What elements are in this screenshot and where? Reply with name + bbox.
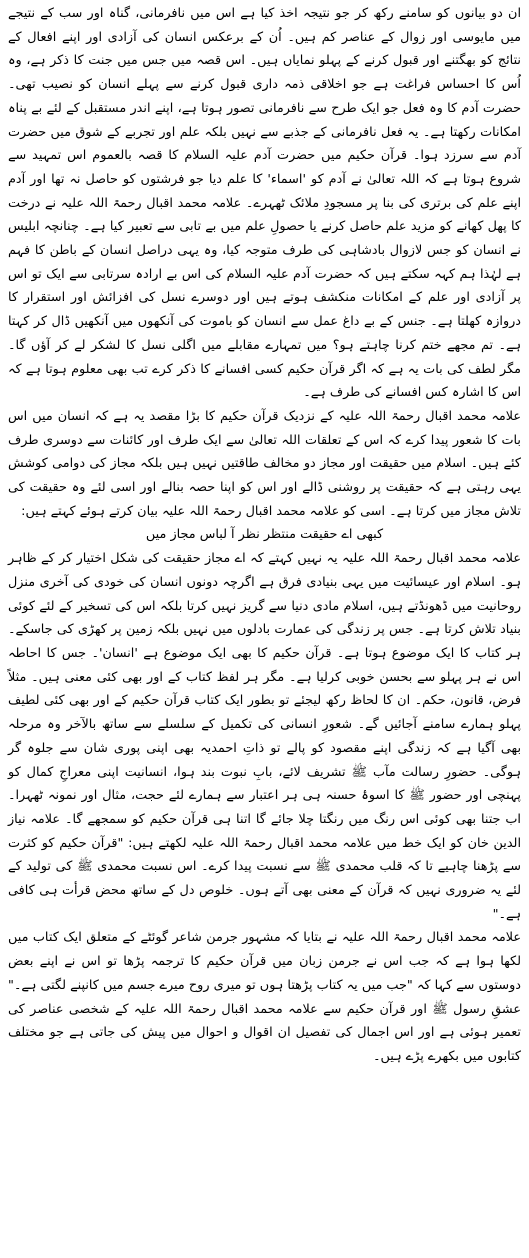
- verse-line: کبھی اے حقیقت منتظر نظر آ لباس مجاز میں: [145, 527, 384, 543]
- paragraph-1: ان دو بیانوں کو سامنے رکھ کر جو نتیجہ اخذ کیا ہے اس میں نافرمانی، گناہ اور سب کے نتیجے میں مایوسی اور زوال کے عناصر کم ہیں۔ اُن کے برعکس انسان کی آزادی اور اپنے افعال کے نتائج کو بھگتنے اور قبول کرنے کے پہلو نمایاں ہیں۔ اس قصہ میں جس میں جنت کا ذکر ہے، وہ اُس کا احساس فراغت ہے جو اخلاقی ذمہ داری قبول کرنے سے پہلے انسان کو نصیب تھی۔ حضرت آدم کا وہ فعل جو ایک طرح سے نافرمانی تصور ہوتا ہے، اپنے اندر مستقبل کے لئے بے پناہ امکانات رکھتا ہے۔ یہ فعل نافرمانی کے جذبے سے نہیں بلکہ علم اور تجربے کے شوق میں حضرت آدم سے سرزد ہوا۔ قرآن حکیم میں حضرت آدم علیہ السلام کا قصہ بالعموم اس تمہید سے شروع ہوتا ہے کہ اللہ تعالیٰ نے آدم کو 'اسماء' کا علم دیا جو فرشتوں کو حاصل نہ تھا اور آدم اپنے علم کی برتری کی بنا پر مسجودِ ملائک ٹھہرے۔ علامہ محمد اقبال رحمۃ اللہ علیہ نے درخت کا پھل کھانے کو مزید علم حاصل کرنے یا حصولِ علم میں بے تابی سے تعبیر کیا ہے۔ چنانچہ ابلیس نے انسان کو جس لازوال بادشاہی کی طرف متوجہ کیا، وہ یہی دراصل انسان کے باطن کا فہم ہے لہٰذا ہم کہہ سکتے ہیں کہ حضرت آدم علیہ السلام کی اس بے ارادہ سرتابی سے ایک تو اس پر آزادی اور علم کے امکانات منکشف ہوتے ہیں اور دوسرے نسل کی افزائش اور استقرار کا دروازہ کھلتا ہے۔ جنس کے بے داغ عمل سے انسان کو باموت کی آنکھوں میں آنکھیں ڈال کر کہتا ہے۔ تم مجھے ختم کرنا چاہتے ہو؟ میں تمہارے مقابلے میں اگلی نسل کا لشکر لے کر آؤں گا۔ مگر لطف کی بات یہ ہے کہ اگر قرآن حکیم کسی افسانے کا ذکر کرے تب بھی معلوم ہوتا ہے کہ اس کا اشارہ کس افسانے کی طرف ہے۔: [8, 6, 521, 401]
- paragraph-3: علامہ محمد اقبال رحمۃ اللہ علیہ یہ نہیں کہتے کہ اے مجاز حقیقت کی شکل اختیار کر کے ظاہر ہو۔ اسلام اور عیسائیت میں یہی بنیادی فرق ہے اگرچہ دونوں انسان کی خودی کی آخری منزل روحانیت میں ڈھونڈتے ہیں، اسلام مادی دنیا سے گریز نہیں کرتا بلکہ اس کی تسخیر کے لئے کوئی بنیاد تلاش کرتا ہے۔ جس پر زندگی کی عمارت بادلوں میں نہیں بلکہ زمین پر کھڑی کی جاسکے۔ ہر کتاب کا ایک موضوع ہوتا ہے۔ قرآن حکیم کا بھی ایک موضوع ہے 'انسان'۔ جس کا احاطہ اس نے ہر پہلو سے بحسن خوبی کرلیا ہے۔ مگر ہر لفظ کتاب کے اور بھی کئی معنی ہیں۔ مثلاً فرض، قانون، حکم۔ ان کا لحاظ رکھ لیجئے تو بطور ایک کتاب قرآن حکیم کے اور بھی کئی لطیف پہلو ہمارے سامنے آجائیں گے۔ شعورِ انسانی کی تکمیل کے سلسلے سے ساتھ بالآخر وہ مرحلہ بھی آگیا ہے کہ زندگی اپنے مقصود کو پالے تو ذاتِ احمدیہ بھی اپنی پوری شان سے جلوہ گر ہوگی۔ حضورِ رسالت مآب ﷺ تشریف لائے، بابِ نبوت بند ہوا، انسانیت اپنی معراجِ کمال کو پہنچی اور حضور ﷺ کا اسوۂ حسنہ ہی ہر اعتبار سے ہمارے لئے حجت، مثال اور نمونہ ٹھہرا۔ اب جتنا بھی کوئی اس رنگ میں رنگتا چلا جائے گا اتنا ہی قرآن حکیم کو سمجھے گا۔ علامہ نیاز الدین خان کو ایک خط میں علامہ محمد اقبال رحمۃ اللہ علیہ لکھتے ہیں: "قرآن حکیم کو کثرت سے پڑھنا چاہیے تا کہ قلب محمدی ﷺ سے نسبت پیدا کرے۔ اس نسبت محمدی ﷺ کی تولید کے لئے یہ ضروری نہیں کہ قرآن کے معنی بھی آتے ہوں۔ خلوص دل کے ساتھ محض قرأت ہی کافی ہے۔": [8, 551, 521, 922]
- paragraph-4: علامہ محمد اقبال رحمۃ اللہ علیہ نے بتایا کہ مشہور جرمن شاعر گوئٹے کے متعلق ایک کتاب میں لکھا ہوا ہے کہ جب اس نے جرمن زبان میں قرآن حکیم کا ترجمہ پڑھا تو اس نے اپنے بعض دوستوں سے کہا کہ "جب میں یہ کتاب پڑھتا ہوں تو میری روح میرے جسم میں کانپنے لگتی ہے۔" عشقِ رسول ﷺ اور قرآن حکیم سے علامہ محمد اقبال رحمۃ اللہ علیہ کے شخصی عناصر کی تعمیر ہوئی ہے اور اس اجمال کی تفصیل ان اقوال و احوال میں پیش کی جاتی ہے جو مختلف کتابوں میں بکھرے پڑے ہیں۔: [8, 930, 521, 1064]
- paragraph-2: علامہ محمد اقبال رحمۃ اللہ علیہ کے نزدیک قرآن حکیم کا بڑا مقصد یہ ہے کہ انسان میں اس بات کا شعور پیدا کرے کہ اس کے تعلقات اللہ تعالیٰ سے ایک طرف اور کائنات سے دوسری طرف کئے ہیں۔ اسلام میں حقیقت اور مجاز دو مخالف طاقتیں نہیں ہیں بلکہ مجاز کی دوامی کوشش یہی رہتی ہے کہ حقیقت پر روشنی ڈالے اور اس کو اپنا حصہ بنالے اور اسی لئے وہ حقیقت کی تلاش مجاز میں کرتا ہے۔ اسی کو علامہ محمد اقبال رحمۃ اللہ علیہ بیان کرتے ہوئے کہتے ہیں:: [8, 408, 521, 519]
